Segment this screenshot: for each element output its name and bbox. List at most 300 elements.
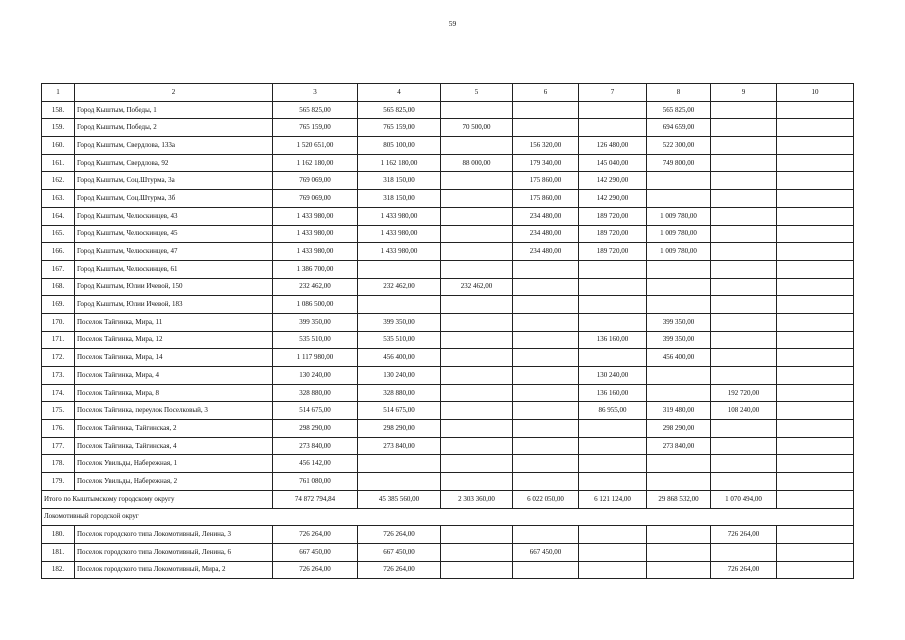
amount-cell bbox=[711, 455, 777, 473]
amount-cell: 88 000,00 bbox=[441, 154, 513, 172]
amount-cell bbox=[513, 349, 579, 367]
amount-cell bbox=[441, 313, 513, 331]
amount-cell: 234 480,00 bbox=[513, 225, 579, 243]
amount-cell: 130 240,00 bbox=[579, 367, 647, 385]
amount-cell: 318 150,00 bbox=[358, 190, 441, 208]
amount-cell bbox=[441, 225, 513, 243]
amount-cell bbox=[579, 420, 647, 438]
amount-cell bbox=[647, 543, 711, 561]
object-address: Поселок Тайгинка, Мира, 4 bbox=[75, 367, 273, 385]
amount-cell: 130 240,00 bbox=[358, 367, 441, 385]
amount-cell bbox=[777, 137, 854, 155]
amount-cell: 522 300,00 bbox=[647, 137, 711, 155]
row-number: 169. bbox=[42, 296, 75, 314]
row-number: 170. bbox=[42, 313, 75, 331]
amount-cell bbox=[777, 260, 854, 278]
amount-cell bbox=[711, 543, 777, 561]
amount-cell: 514 675,00 bbox=[273, 402, 358, 420]
amount-cell bbox=[441, 101, 513, 119]
table-row bbox=[42, 225, 854, 243]
amount-cell bbox=[711, 119, 777, 137]
amount-cell: 667 450,00 bbox=[358, 543, 441, 561]
row-number: 180. bbox=[42, 526, 75, 544]
amount-cell bbox=[711, 207, 777, 225]
amount-cell: 535 510,00 bbox=[358, 331, 441, 349]
table-row bbox=[42, 437, 854, 455]
amount-cell bbox=[711, 313, 777, 331]
amount-cell: 189 720,00 bbox=[579, 207, 647, 225]
amount-cell: 328 880,00 bbox=[273, 384, 358, 402]
table-row bbox=[42, 172, 854, 190]
amount-cell: 1 086 500,00 bbox=[273, 296, 358, 314]
amount-cell bbox=[777, 402, 854, 420]
object-address: Город Кыштым, Победы, 1 bbox=[75, 101, 273, 119]
object-address: Поселок Тайгинка, Мира, 8 bbox=[75, 384, 273, 402]
amount-cell bbox=[777, 420, 854, 438]
amount-cell bbox=[513, 384, 579, 402]
col-header: 2 bbox=[75, 84, 273, 102]
table-row bbox=[42, 455, 854, 473]
row-number: 167. bbox=[42, 260, 75, 278]
amount-cell bbox=[647, 367, 711, 385]
object-address: Город Кыштым, Юлии Ичевой, 150 bbox=[75, 278, 273, 296]
amount-cell bbox=[647, 190, 711, 208]
table-row bbox=[42, 243, 854, 261]
amount-cell: 175 860,00 bbox=[513, 172, 579, 190]
row-number: 158. bbox=[42, 101, 75, 119]
amount-cell bbox=[711, 172, 777, 190]
table-row bbox=[42, 154, 854, 172]
amount-cell: 273 840,00 bbox=[358, 437, 441, 455]
amount-cell bbox=[777, 296, 854, 314]
object-address: Город Кыштым, Челюскинцев, 43 bbox=[75, 207, 273, 225]
amount-cell bbox=[647, 296, 711, 314]
amount-cell bbox=[579, 101, 647, 119]
amount-cell: 1 162 180,00 bbox=[358, 154, 441, 172]
total-label: Итого по Кыштымскому городскому округу bbox=[42, 490, 273, 508]
amount-cell bbox=[777, 243, 854, 261]
amount-cell bbox=[441, 260, 513, 278]
col-header: 6 bbox=[513, 84, 579, 102]
amount-cell: 399 350,00 bbox=[647, 331, 711, 349]
amount-cell bbox=[647, 526, 711, 544]
table-row bbox=[42, 384, 854, 402]
amount-cell bbox=[711, 473, 777, 491]
table-row bbox=[42, 561, 854, 579]
amount-cell: 142 290,00 bbox=[579, 172, 647, 190]
object-address: Город Кыштым, Соц.Штурма, 3б bbox=[75, 190, 273, 208]
amount-cell: 175 860,00 bbox=[513, 190, 579, 208]
object-address: Поселок городского типа Локомотивный, Ленина, 6 bbox=[75, 543, 273, 561]
amount-cell bbox=[441, 455, 513, 473]
amount-cell bbox=[441, 384, 513, 402]
row-number: 168. bbox=[42, 278, 75, 296]
table-row bbox=[42, 543, 854, 561]
amount-cell bbox=[579, 455, 647, 473]
table-row bbox=[42, 420, 854, 438]
amount-cell: 456 400,00 bbox=[647, 349, 711, 367]
table-row bbox=[42, 137, 854, 155]
amount-cell bbox=[711, 190, 777, 208]
amount-cell bbox=[579, 119, 647, 137]
amount-cell bbox=[777, 172, 854, 190]
table-row bbox=[42, 296, 854, 314]
amount-cell bbox=[441, 296, 513, 314]
amount-cell: 273 840,00 bbox=[273, 437, 358, 455]
row-number: 159. bbox=[42, 119, 75, 137]
amount-cell: 726 264,00 bbox=[711, 526, 777, 544]
amount-cell bbox=[441, 349, 513, 367]
amount-cell bbox=[711, 420, 777, 438]
amount-cell bbox=[513, 561, 579, 579]
page-number: 59 bbox=[448, 19, 457, 28]
object-address: Город Кыштым, Соц.Штурма, 3а bbox=[75, 172, 273, 190]
object-address: Поселок Тайгинка, переулок Поселковый, 3 bbox=[75, 402, 273, 420]
amount-cell: 565 825,00 bbox=[273, 101, 358, 119]
amount-cell bbox=[441, 172, 513, 190]
amount-cell bbox=[711, 437, 777, 455]
object-address: Поселок Тайгинка, Мира, 14 bbox=[75, 349, 273, 367]
row-number: 163. bbox=[42, 190, 75, 208]
amount-cell bbox=[513, 473, 579, 491]
col-header: 7 bbox=[579, 84, 647, 102]
col-header: 3 bbox=[273, 84, 358, 102]
amount-cell bbox=[777, 526, 854, 544]
row-number: 165. bbox=[42, 225, 75, 243]
amount-cell bbox=[579, 473, 647, 491]
amount-cell bbox=[441, 367, 513, 385]
row-number: 178. bbox=[42, 455, 75, 473]
amount-cell: 1 009 780,00 bbox=[647, 207, 711, 225]
amount-cell: 1 433 980,00 bbox=[358, 207, 441, 225]
amount-cell: 189 720,00 bbox=[579, 225, 647, 243]
object-address: Поселок Тайгинка, Тайгинская, 4 bbox=[75, 437, 273, 455]
object-address: Поселок Тайгинка, Мира, 11 bbox=[75, 313, 273, 331]
amount-cell: 535 510,00 bbox=[273, 331, 358, 349]
amount-cell: 667 450,00 bbox=[273, 543, 358, 561]
amount-cell: 1 520 651,00 bbox=[273, 137, 358, 155]
amount-cell: 70 500,00 bbox=[441, 119, 513, 137]
amount-cell bbox=[647, 260, 711, 278]
amount-cell bbox=[777, 190, 854, 208]
object-address: Город Кыштым, Свердлова, 133а bbox=[75, 137, 273, 155]
row-number: 176. bbox=[42, 420, 75, 438]
amount-cell bbox=[513, 402, 579, 420]
amount-cell: 399 350,00 bbox=[273, 313, 358, 331]
amount-cell bbox=[579, 313, 647, 331]
amount-cell bbox=[777, 384, 854, 402]
row-number: 172. bbox=[42, 349, 75, 367]
amount-cell bbox=[441, 331, 513, 349]
amount-cell bbox=[513, 296, 579, 314]
amount-cell: 726 264,00 bbox=[711, 561, 777, 579]
row-number: 174. bbox=[42, 384, 75, 402]
amount-cell: 1 386 700,00 bbox=[273, 260, 358, 278]
amount-cell bbox=[513, 119, 579, 137]
amount-cell bbox=[647, 384, 711, 402]
amount-cell bbox=[358, 473, 441, 491]
amount-cell: 298 290,00 bbox=[647, 420, 711, 438]
amount-cell bbox=[777, 101, 854, 119]
amount-cell bbox=[777, 437, 854, 455]
amount-cell: 232 462,00 bbox=[273, 278, 358, 296]
amount-cell: 769 069,00 bbox=[273, 172, 358, 190]
amount-cell: 136 160,00 bbox=[579, 331, 647, 349]
row-number: 179. bbox=[42, 473, 75, 491]
total-cell: 2 303 360,00 bbox=[441, 490, 513, 508]
amount-cell bbox=[711, 260, 777, 278]
amount-cell bbox=[711, 154, 777, 172]
amount-cell bbox=[711, 137, 777, 155]
amount-cell bbox=[579, 260, 647, 278]
table-row bbox=[42, 473, 854, 491]
table-row bbox=[42, 349, 854, 367]
row-number: 166. bbox=[42, 243, 75, 261]
amount-cell: 232 462,00 bbox=[441, 278, 513, 296]
col-header: 1 bbox=[42, 84, 75, 102]
amount-cell: 565 825,00 bbox=[647, 101, 711, 119]
amount-cell bbox=[579, 543, 647, 561]
table-row bbox=[42, 101, 854, 119]
amount-cell: 273 840,00 bbox=[647, 437, 711, 455]
row-number: 162. bbox=[42, 172, 75, 190]
amount-cell bbox=[441, 473, 513, 491]
amount-cell: 726 264,00 bbox=[273, 526, 358, 544]
amount-cell bbox=[441, 526, 513, 544]
amount-cell: 328 880,00 bbox=[358, 384, 441, 402]
amount-cell bbox=[579, 561, 647, 579]
amount-cell bbox=[711, 349, 777, 367]
object-address: Поселок городского типа Локомотивный, Мира, 2 bbox=[75, 561, 273, 579]
amount-cell: 769 069,00 bbox=[273, 190, 358, 208]
amount-cell: 765 159,00 bbox=[358, 119, 441, 137]
amount-cell bbox=[711, 278, 777, 296]
amount-cell bbox=[777, 367, 854, 385]
amount-cell: 1 433 980,00 bbox=[358, 225, 441, 243]
amount-cell bbox=[358, 296, 441, 314]
amount-cell bbox=[711, 225, 777, 243]
row-number: 173. bbox=[42, 367, 75, 385]
amount-cell bbox=[647, 561, 711, 579]
table-row bbox=[42, 260, 854, 278]
amount-cell: 1 117 980,00 bbox=[273, 349, 358, 367]
table-row bbox=[42, 119, 854, 137]
amount-cell bbox=[711, 101, 777, 119]
amount-cell: 456 400,00 bbox=[358, 349, 441, 367]
amount-cell: 1 433 980,00 bbox=[273, 207, 358, 225]
amount-cell: 232 462,00 bbox=[358, 278, 441, 296]
object-address: Поселок Увильды, Набережная, 1 bbox=[75, 455, 273, 473]
total-cell bbox=[777, 490, 854, 508]
amount-cell: 108 240,00 bbox=[711, 402, 777, 420]
amount-cell: 749 800,00 bbox=[647, 154, 711, 172]
col-header: 8 bbox=[647, 84, 711, 102]
table-row bbox=[42, 367, 854, 385]
amount-cell bbox=[579, 437, 647, 455]
total-cell: 6 121 124,00 bbox=[579, 490, 647, 508]
amount-cell bbox=[513, 455, 579, 473]
amount-cell bbox=[513, 420, 579, 438]
total-cell: 1 070 494,00 bbox=[711, 490, 777, 508]
total-cell: 29 868 532,00 bbox=[647, 490, 711, 508]
amount-cell bbox=[711, 367, 777, 385]
amount-cell: 1 009 780,00 bbox=[647, 243, 711, 261]
amount-cell bbox=[777, 119, 854, 137]
amount-cell: 234 480,00 bbox=[513, 243, 579, 261]
amount-cell bbox=[513, 367, 579, 385]
total-section bbox=[42, 490, 854, 525]
amount-cell bbox=[441, 207, 513, 225]
row-number: 161. bbox=[42, 154, 75, 172]
amount-cell: 1 433 980,00 bbox=[273, 243, 358, 261]
amount-cell: 399 350,00 bbox=[358, 313, 441, 331]
amount-cell bbox=[579, 278, 647, 296]
object-address: Город Кыштым, Челюскинцев, 45 bbox=[75, 225, 273, 243]
column-number-row bbox=[42, 84, 854, 102]
rows-lokomotivny bbox=[42, 526, 854, 579]
amount-cell bbox=[777, 225, 854, 243]
table-row bbox=[42, 278, 854, 296]
table-row bbox=[42, 402, 854, 420]
amount-cell: 234 480,00 bbox=[513, 207, 579, 225]
amount-cell bbox=[513, 526, 579, 544]
amount-cell: 156 320,00 bbox=[513, 137, 579, 155]
amount-cell bbox=[647, 455, 711, 473]
amount-cell bbox=[513, 437, 579, 455]
row-number: 181. bbox=[42, 543, 75, 561]
amount-cell bbox=[777, 561, 854, 579]
amount-cell: 319 480,00 bbox=[647, 402, 711, 420]
total-cell: 6 022 050,00 bbox=[513, 490, 579, 508]
amount-cell bbox=[777, 278, 854, 296]
amount-cell bbox=[777, 154, 854, 172]
total-cell: 45 385 560,00 bbox=[358, 490, 441, 508]
amount-cell bbox=[579, 526, 647, 544]
amount-cell bbox=[441, 243, 513, 261]
row-number: 182. bbox=[42, 561, 75, 579]
amount-cell: 145 040,00 bbox=[579, 154, 647, 172]
table-row bbox=[42, 190, 854, 208]
amount-cell bbox=[513, 260, 579, 278]
col-header: 9 bbox=[711, 84, 777, 102]
col-header: 10 bbox=[777, 84, 854, 102]
total-row bbox=[42, 490, 854, 508]
object-address: Город Кыштым, Юлии Ичевой, 183 bbox=[75, 296, 273, 314]
amount-cell: 298 290,00 bbox=[273, 420, 358, 438]
amount-cell: 318 150,00 bbox=[358, 172, 441, 190]
amount-cell: 142 290,00 bbox=[579, 190, 647, 208]
amount-cell: 667 450,00 bbox=[513, 543, 579, 561]
object-address: Поселок Тайгинка, Мира, 12 bbox=[75, 331, 273, 349]
col-header: 5 bbox=[441, 84, 513, 102]
object-address: Город Кыштым, Челюскинцев, 47 bbox=[75, 243, 273, 261]
amount-cell bbox=[711, 331, 777, 349]
amount-cell bbox=[441, 137, 513, 155]
amount-cell bbox=[441, 543, 513, 561]
amount-cell bbox=[513, 278, 579, 296]
table-row bbox=[42, 313, 854, 331]
amount-cell bbox=[777, 473, 854, 491]
amount-cell bbox=[579, 296, 647, 314]
amount-cell: 189 720,00 bbox=[579, 243, 647, 261]
row-number: 160. bbox=[42, 137, 75, 155]
row-number: 171. bbox=[42, 331, 75, 349]
amount-cell bbox=[358, 260, 441, 278]
amount-cell: 179 340,00 bbox=[513, 154, 579, 172]
amount-cell bbox=[513, 313, 579, 331]
object-address: Поселок Увильды, Набережная, 2 bbox=[75, 473, 273, 491]
amount-cell: 456 142,00 bbox=[273, 455, 358, 473]
amount-cell: 130 240,00 bbox=[273, 367, 358, 385]
object-address: Поселок городского типа Локомотивный, Ленина, 3 bbox=[75, 526, 273, 544]
table-row bbox=[42, 331, 854, 349]
amount-cell: 1 009 780,00 bbox=[647, 225, 711, 243]
amount-cell: 298 290,00 bbox=[358, 420, 441, 438]
amount-cell: 136 160,00 bbox=[579, 384, 647, 402]
amount-cell: 565 825,00 bbox=[358, 101, 441, 119]
total-cell: 74 872 794,84 bbox=[273, 490, 358, 508]
col-header: 4 bbox=[358, 84, 441, 102]
amount-cell bbox=[647, 473, 711, 491]
amount-cell bbox=[777, 313, 854, 331]
amount-cell bbox=[777, 331, 854, 349]
amount-cell bbox=[647, 172, 711, 190]
rows-kyshtym bbox=[42, 101, 854, 490]
amount-cell bbox=[358, 455, 441, 473]
amount-cell bbox=[777, 207, 854, 225]
amount-cell bbox=[711, 243, 777, 261]
amount-cell: 694 659,00 bbox=[647, 119, 711, 137]
amount-cell: 1 162 180,00 bbox=[273, 154, 358, 172]
amount-cell: 399 350,00 bbox=[647, 313, 711, 331]
row-number: 177. bbox=[42, 437, 75, 455]
amount-cell bbox=[513, 331, 579, 349]
section-heading: Локомотивный городской округ bbox=[42, 508, 854, 526]
amount-cell: 726 264,00 bbox=[358, 561, 441, 579]
object-address: Город Кыштым, Свердлова, 92 bbox=[75, 154, 273, 172]
amount-cell: 726 264,00 bbox=[358, 526, 441, 544]
object-address: Город Кыштым, Челюскинцев, 61 bbox=[75, 260, 273, 278]
row-number: 164. bbox=[42, 207, 75, 225]
row-number: 175. bbox=[42, 402, 75, 420]
amount-cell: 86 955,00 bbox=[579, 402, 647, 420]
amount-cell: 126 480,00 bbox=[579, 137, 647, 155]
amount-cell: 805 100,00 bbox=[358, 137, 441, 155]
section-row bbox=[42, 508, 854, 526]
amount-cell bbox=[777, 455, 854, 473]
amount-cell bbox=[579, 349, 647, 367]
register-table bbox=[41, 83, 854, 579]
amount-cell bbox=[441, 420, 513, 438]
amount-cell: 1 433 980,00 bbox=[358, 243, 441, 261]
amount-cell bbox=[711, 296, 777, 314]
amount-cell bbox=[441, 402, 513, 420]
amount-cell: 726 264,00 bbox=[273, 561, 358, 579]
amount-cell: 192 720,00 bbox=[711, 384, 777, 402]
table-row bbox=[42, 526, 854, 544]
object-address: Город Кыштым, Победы, 2 bbox=[75, 119, 273, 137]
amount-cell bbox=[441, 437, 513, 455]
amount-cell bbox=[647, 278, 711, 296]
object-address: Поселок Тайгинка, Тайгинская, 2 bbox=[75, 420, 273, 438]
amount-cell bbox=[777, 543, 854, 561]
amount-cell: 514 675,00 bbox=[358, 402, 441, 420]
amount-cell bbox=[441, 561, 513, 579]
amount-cell bbox=[441, 190, 513, 208]
amount-cell: 761 080,00 bbox=[273, 473, 358, 491]
table-row bbox=[42, 207, 854, 225]
amount-cell: 1 433 980,00 bbox=[273, 225, 358, 243]
